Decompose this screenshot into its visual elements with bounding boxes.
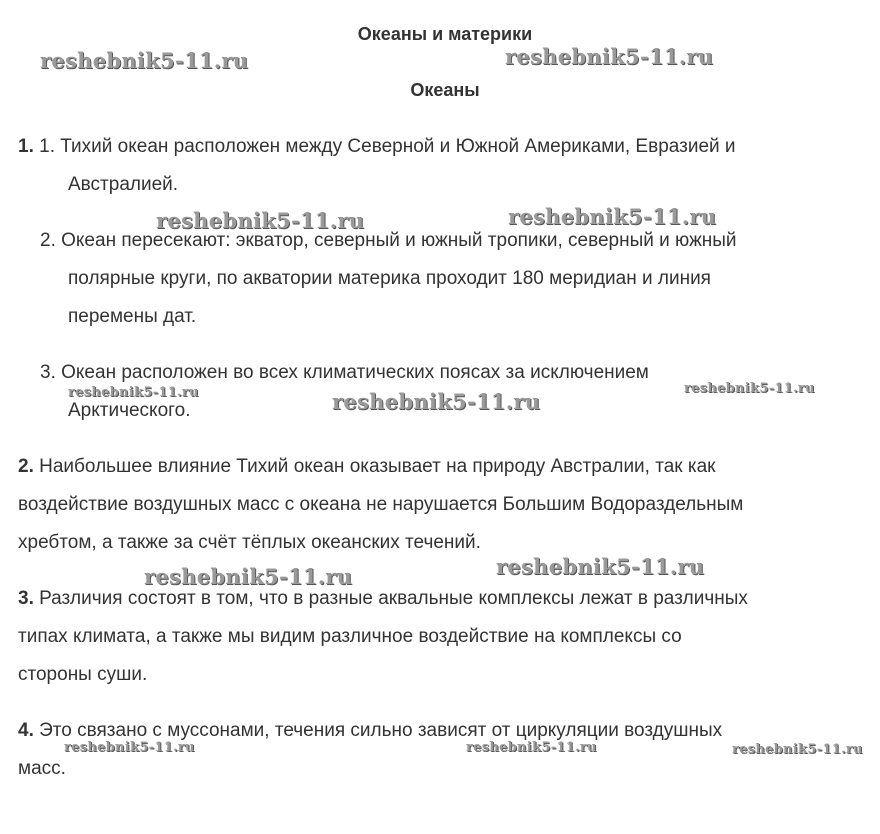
answer-2-text-1: Наибольшее влияние Тихий океан оказывает на природу Австралии, так как — [39, 456, 716, 477]
answer-2-line-1 — [18, 448, 716, 486]
watermark: reshebnik5-11.ru — [68, 385, 199, 400]
answer-3-line-1 — [18, 580, 748, 618]
watermark: reshebnik5-11.ru — [466, 740, 597, 755]
watermark: reshebnik5-11.ru — [156, 208, 365, 233]
answer-1-item-3: 3. Океан расположен во всех климатических поясах за исключением — [40, 362, 649, 383]
answer-1-item-1-cont: Австралией. — [68, 174, 179, 195]
answer-4-line-1 — [18, 712, 722, 750]
answer-1-item-1: 1. Тихий океан расположен между Северной и Южной Америками, Евразией и — [39, 136, 736, 157]
watermark: reshebnik5-11.ru — [505, 44, 714, 69]
section-title: Океаны — [410, 80, 480, 100]
watermark: reshebnik5-11.ru — [508, 204, 717, 229]
answer-2-text-2: воздействие воздушных масс с океана не нарушается Большим Водораздельным — [18, 494, 744, 515]
watermark: reshebnik5-11.ru — [332, 389, 541, 414]
answer-1-line-1 — [18, 128, 736, 166]
answer-4-text-2: масс. — [18, 758, 66, 779]
watermark: reshebnik5-11.ru — [684, 381, 815, 396]
answer-3-text-2: типах климата, а также мы видим различное воздействие на комплексы со — [18, 626, 682, 647]
watermark: reshebnik5-11.ru — [144, 564, 353, 589]
answer-3-text-1: Различия состоят в том, что в разные аквальные комплексы лежат в различных — [39, 588, 748, 609]
watermark: reshebnik5-11.ru — [496, 554, 705, 579]
answer-2-number: 2. — [18, 456, 34, 477]
answer-1-item-2-cont2: перемены дат. — [68, 306, 197, 327]
answer-4-text-1: Это связано с муссонами, течения сильно зависят от циркуляции воздушных — [39, 720, 723, 741]
watermark: reshebnik5-11.ru — [64, 740, 195, 755]
page-title: Океаны и материки — [357, 24, 533, 44]
answer-4-number: 4. — [18, 720, 34, 741]
watermark: reshebnik5-11.ru — [732, 742, 863, 757]
answer-2-text-3: хребтом, а также за счёт тёплых океанских течений. — [18, 532, 481, 553]
answer-1-item-2: 2. Океан пересекают: экватор, северный и южный тропики, северный и южный — [40, 230, 737, 251]
answer-1-item-2-cont: полярные круги, по акватории материка проходит 180 меридиан и линия — [68, 268, 711, 289]
answer-3-text-3: стороны суши. — [18, 664, 148, 685]
answer-1-number: 1. — [18, 136, 34, 157]
answer-1-item-3-cont: Арктического. — [68, 400, 191, 421]
answer-3-number: 3. — [18, 588, 34, 609]
watermark: reshebnik5-11.ru — [40, 48, 249, 73]
